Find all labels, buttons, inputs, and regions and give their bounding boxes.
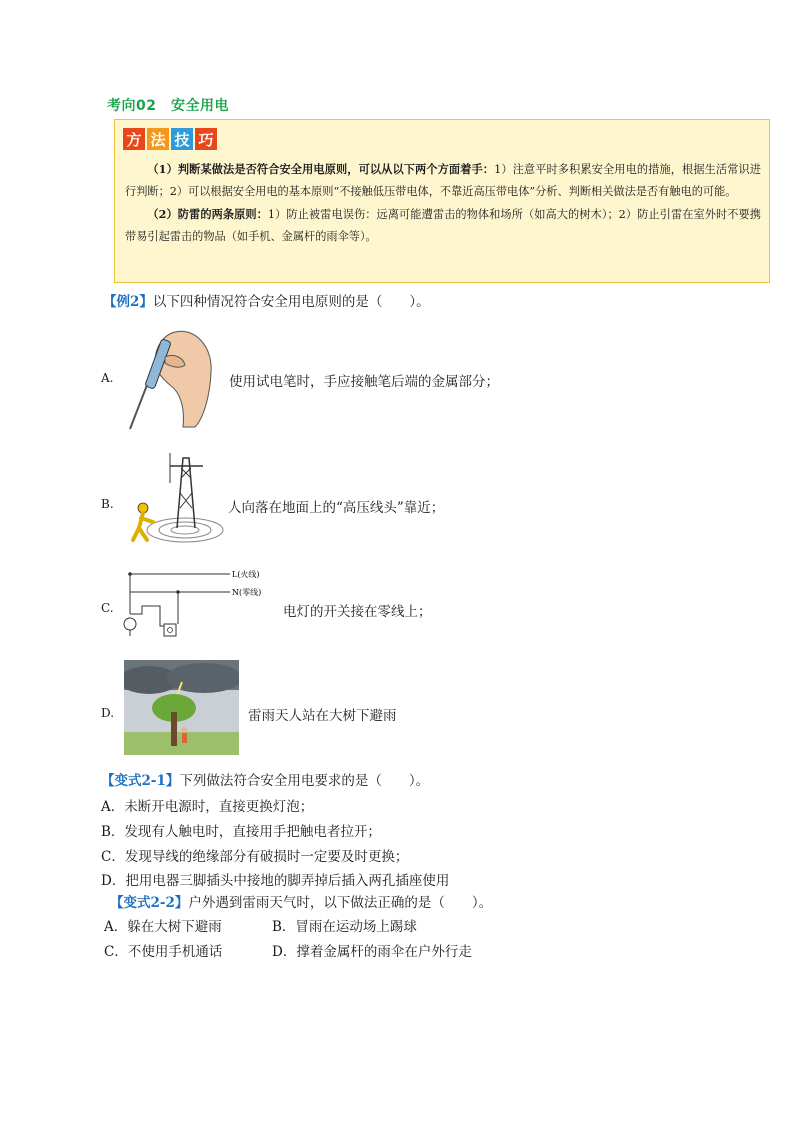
badge-char: 法 [147, 128, 169, 150]
tip-paragraph-2 [125, 203, 761, 248]
example-label: 【例2】 [103, 294, 153, 310]
variant1-question-text: 下列做法符合安全用电要求的是（ ）。 [179, 773, 430, 789]
variant2-question-text: 户外遇到雷雨天气时，以下做法正确的是（ ）。 [188, 895, 493, 911]
neutral-wire-label: N(零线) [232, 588, 262, 597]
option-a-text: 使用试电笔时，手应接触笔后端的金属部分； [229, 374, 499, 390]
badge-char: 巧 [195, 128, 217, 150]
variant1-option-c: C．发现导线的绝缘部分有破损时一定要及时更换； [101, 849, 409, 865]
variant2-option-b: B．冒雨在运动场上踢球 [272, 919, 417, 935]
option-c-letter: C. [101, 601, 114, 615]
variant1-option-b: B．发现有人触电时，直接用手把触电者拉开； [101, 824, 381, 840]
tips-box [114, 119, 770, 283]
example-question [103, 290, 430, 310]
variant1-option-d: D．把用电器三脚插头中接地的脚弄掉后插入两孔插座使用 [101, 873, 450, 889]
variant2-option-a: A．躲在大树下避雨 [104, 919, 222, 935]
tip-paragraph-1 [125, 158, 761, 203]
variant1-option-a: A．未断开电源时，直接更换灯泡； [101, 799, 314, 815]
variant2-option-d: D．撑着金属杆的雨伞在户外行走 [272, 944, 472, 960]
option-a-letter: A. [101, 371, 114, 385]
option-b-text: 人向落在地面上的“高压线头”靠近； [228, 500, 445, 516]
variant1-question [101, 769, 429, 789]
option-d-letter: D. [101, 706, 115, 720]
circuit-diagram [120, 566, 280, 646]
badge-char: 方 [123, 128, 145, 150]
thunderstorm-tree-illustration [124, 660, 239, 755]
variant2-option-c: C．不使用手机通话 [104, 944, 223, 960]
tip-1-body: 1）注意平时多积累安全用电的措施，根据生活常识进行判断；2）可以根据安全用电的基本原则“不接触低压带电体，不靠近高压带电体”分析、判断相关做法是否有触电的可能。 [125, 163, 761, 198]
live-wire-label: L(火线) [232, 570, 260, 579]
tips-text [125, 158, 761, 248]
tip-2-heading: （2）防雷的两条原则： [147, 207, 268, 221]
tip-2-body: 1）防止被雷电误伤：远离可能遭雷击的物体和场所（如高大的树木）；2）防止引雷在室外时不要携带易引起雷击的物品（如手机、金属杆的雨伞等）。 [125, 208, 761, 243]
badge-char: 技 [171, 128, 193, 150]
variant1-label: 【变式2-1】 [101, 773, 180, 789]
option-c-text: 电灯的开关接在零线上； [283, 604, 432, 620]
method-badge [123, 128, 217, 150]
high-voltage-tower-illustration [125, 448, 225, 548]
variant2-question [110, 891, 492, 911]
tester-pen-illustration [125, 327, 220, 432]
tip-1-heading: （1）判断某做法是否符合安全用电原则，可以从以下两个方面着手： [147, 162, 495, 176]
example-question-text: 以下四种情况符合安全用电原则的是（ ）。 [152, 294, 430, 310]
section-title: 考向02 安全用电 [107, 98, 229, 114]
option-b-letter: B. [101, 497, 114, 511]
option-d-text: 雷雨天人站在大树下避雨 [248, 708, 397, 724]
variant2-label: 【变式2-2】 [110, 895, 189, 911]
